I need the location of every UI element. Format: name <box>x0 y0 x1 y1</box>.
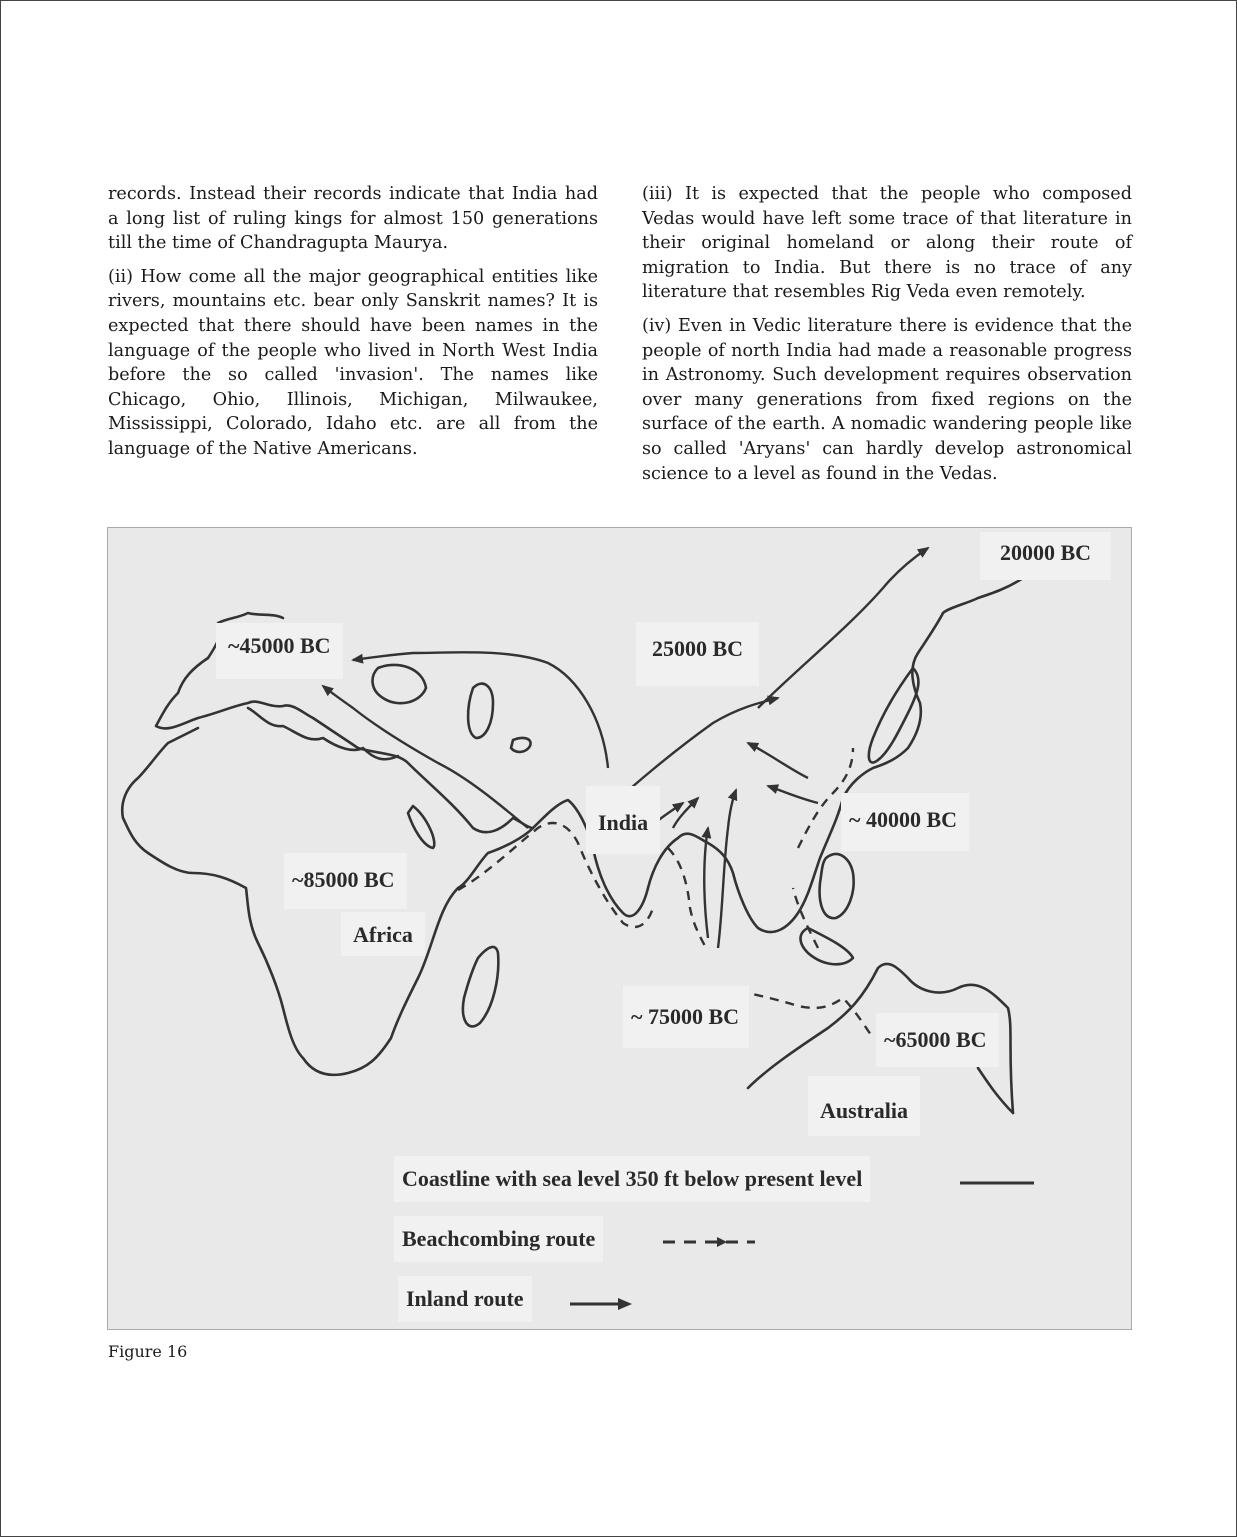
legend-beachcombing-line <box>661 1232 761 1252</box>
label-75000-bc: ~ 75000 BC <box>623 986 749 1048</box>
left-paragraph-2: (ii) How come all the major geographical entities like rivers, mountains etc. bear only Sanskrit names? It is expected that there should have been names in the language of the people who lived in North West India before the so called 'invasion'. The names like Chicago, Ohio, Illinois, Michigan, Milwaukee, Mississippi, Colorado, Idaho etc. are all from the language of the Native Americans. <box>108 266 598 459</box>
inland-route-3 <box>718 790 736 948</box>
indonesia-coastline <box>820 854 854 918</box>
label-africa: Africa <box>341 912 425 956</box>
figure-caption: Figure 16 <box>108 1342 188 1361</box>
label-45000-bc: ~45000 BC <box>216 623 343 679</box>
label-25000-bc: 25000 BC <box>636 622 759 686</box>
right-column <box>642 182 1132 495</box>
asia-coastline <box>533 563 1068 932</box>
beach-route-2 <box>668 848 706 948</box>
label-20000-bc: 20000 BC <box>980 532 1111 580</box>
legend-coastline-label: Coastline with sea level 350 ft below present level <box>402 1166 863 1191</box>
legend-inland-arrow <box>568 1294 638 1314</box>
legend-coastline <box>394 1156 870 1202</box>
inland-route-5 <box>673 798 698 828</box>
label-65000-bc: ~65000 BC <box>876 1013 999 1067</box>
left-column <box>108 182 598 471</box>
black-sea <box>373 665 426 703</box>
label-85000-bc: ~85000 BC <box>284 853 407 909</box>
left-paragraph-1: records. Instead their records indicate that India had a long list of ruling kings for almost 150 generations till the time of Chandragupta Maurya. <box>108 184 598 254</box>
label-40000-bc: ~ 40000 BC <box>841 793 969 851</box>
migration-map <box>107 527 1132 1330</box>
inland-route-4 <box>704 828 708 938</box>
legend-inland-label: Inland route <box>406 1286 524 1311</box>
caspian-sea <box>468 684 493 738</box>
legend-coastline-line <box>958 1173 1038 1193</box>
legend-beachcombing-label: Beachcombing route <box>402 1226 596 1251</box>
borneo-coastline <box>801 928 854 964</box>
aral-sea <box>511 738 531 752</box>
right-paragraph-1: (iii) It is expected that the people who composed Vedas would have left some trace of that literature in their original homeland or along their route of migration to India. But there is no trace of any literature that resembles Rig Veda even remotely. <box>642 184 1132 303</box>
inland-route-7 <box>768 786 818 803</box>
japan-coastline <box>869 668 919 763</box>
red-sea-coastline <box>408 806 434 848</box>
legend-inland <box>398 1276 532 1322</box>
label-australia: Australia <box>808 1076 920 1136</box>
legend-beachcombing <box>394 1216 603 1262</box>
label-india: India <box>586 786 660 854</box>
inland-route-europe <box>323 686 528 828</box>
inland-route-east <box>748 743 808 778</box>
right-paragraph-2: (iv) Even in Vedic literature there is evidence that the people of north India had made a reasonable progress in Astronomy. Such development requires observation over many generations from fixed regions on the surface of the earth. A nomadic wandering people like so called 'Aryans' can hardly develop astronomical science to a level as found in the Vedas. <box>642 315 1132 484</box>
madagascar-coastline <box>463 947 498 1026</box>
australia-coastline-2 <box>978 1068 1013 1113</box>
inland-route-west <box>353 652 608 768</box>
